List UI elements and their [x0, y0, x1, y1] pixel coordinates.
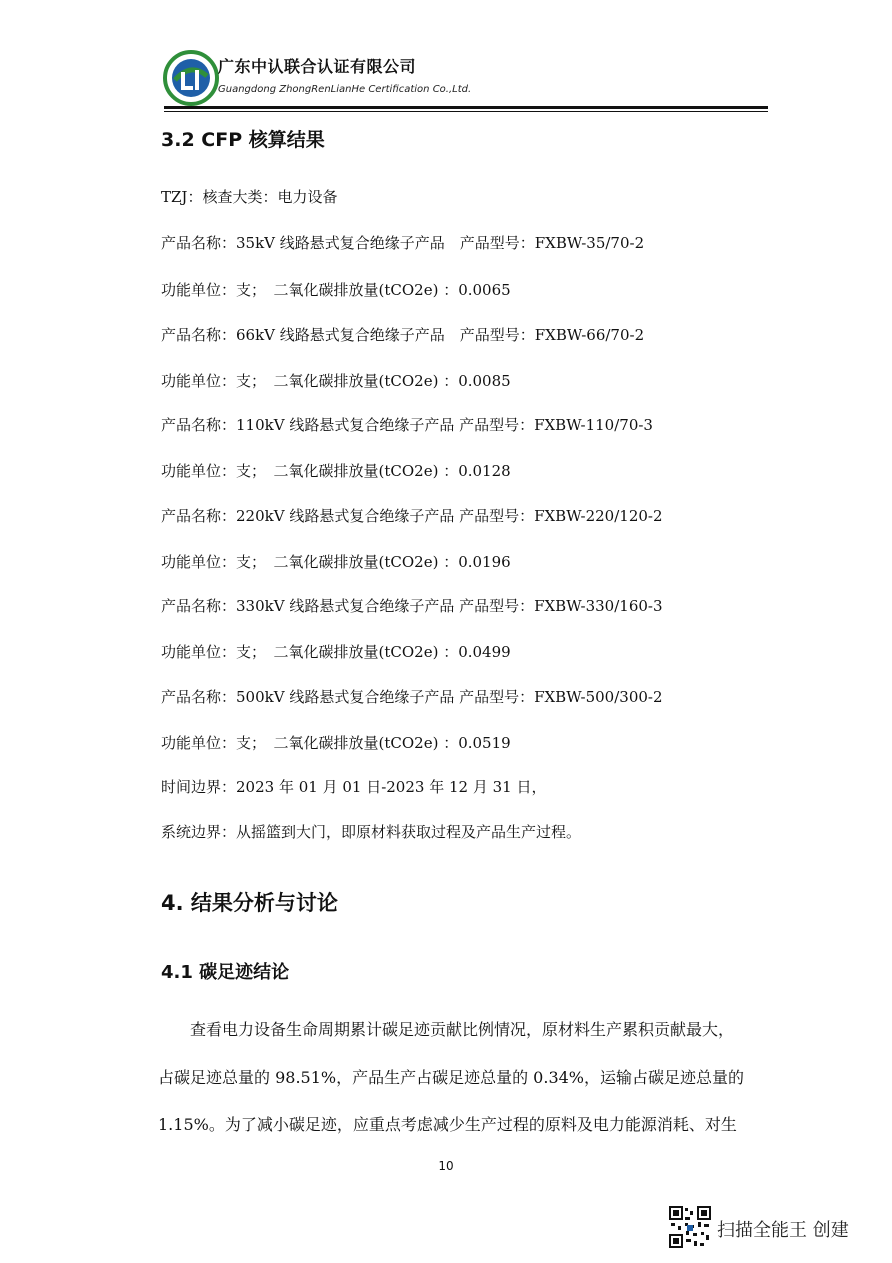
- section-4-1-title: 4.1 碳足迹结论: [161, 962, 290, 983]
- paragraph-line: 占碳足迹总量的 98.51%，产品生产占碳足迹总量的 0.34%，运输占碳足迹总量的: [158, 1068, 745, 1087]
- qr-code-icon: [668, 1205, 712, 1249]
- product-unit-line: 功能单位：支； 二氧化碳排放量(tCO2e) ：0.0085: [161, 372, 511, 390]
- product-name-line: 产品名称：220kV 线路悬式复合绝缘子产品 产品型号：FXBW-220/120-2: [161, 507, 663, 525]
- paragraph-line: 查看电力设备生命周期累计碳足迹贡献比例情况，原材料生产累积贡献最大，: [158, 1020, 735, 1039]
- header-rule-thick: [164, 106, 768, 109]
- product-name-line: 产品名称：35kV 线路悬式复合绝缘子产品 产品型号：FXBW-35/70-2: [161, 234, 645, 252]
- product-name-line: 产品名称：330kV 线路悬式复合绝缘子产品 产品型号：FXBW-330/160-3: [161, 597, 663, 615]
- category-line: TZJ：核查大类：电力设备: [161, 188, 338, 206]
- paragraph-line: 1.15%。为了减小碳足迹，应重点考虑减少生产过程的原料及电力能源消耗、对生: [158, 1115, 737, 1134]
- time-boundary-line: 时间边界：2023 年 01 月 01 日-2023 年 12 月 31 日，: [161, 778, 547, 796]
- product-unit-line: 功能单位：支； 二氧化碳排放量(tCO2e) ：0.0519: [161, 734, 511, 752]
- product-name-line: 产品名称：66kV 线路悬式复合绝缘子产品 产品型号：FXBW-66/70-2: [161, 326, 645, 344]
- product-unit-line: 功能单位：支； 二氧化碳排放量(tCO2e) ：0.0128: [161, 462, 511, 480]
- system-boundary-line: 系统边界：从摇篮到大门，即原材料获取过程及产品生产过程。: [161, 823, 582, 841]
- page-number: 10: [438, 1159, 454, 1173]
- product-unit-line: 功能单位：支； 二氧化碳排放量(tCO2e) ：0.0065: [161, 281, 511, 299]
- company-name-cn: 广东中认联合认证有限公司: [218, 57, 417, 76]
- product-name-line: 产品名称：110kV 线路悬式复合绝缘子产品 产品型号：FXBW-110/70-3: [161, 416, 653, 434]
- section-4-title: 4. 结果分析与讨论: [161, 891, 338, 915]
- watermark-text: 扫描全能王 创建: [717, 1220, 849, 1241]
- product-unit-line: 功能单位：支； 二氧化碳排放量(tCO2e) ：0.0196: [161, 553, 511, 571]
- product-name-line: 产品名称：500kV 线路悬式复合绝缘子产品 产品型号：FXBW-500/300-2: [161, 688, 663, 706]
- product-unit-line: 功能单位：支； 二氧化碳排放量(tCO2e) ：0.0499: [161, 643, 511, 661]
- header-rule-thin: [164, 111, 768, 112]
- section-3-2-title: 3.2 CFP 核算结果: [161, 129, 325, 151]
- company-logo-icon: [163, 50, 219, 106]
- company-name-en: Guangdong ZhongRenLianHe Certification Co.,Ltd.: [218, 84, 472, 95]
